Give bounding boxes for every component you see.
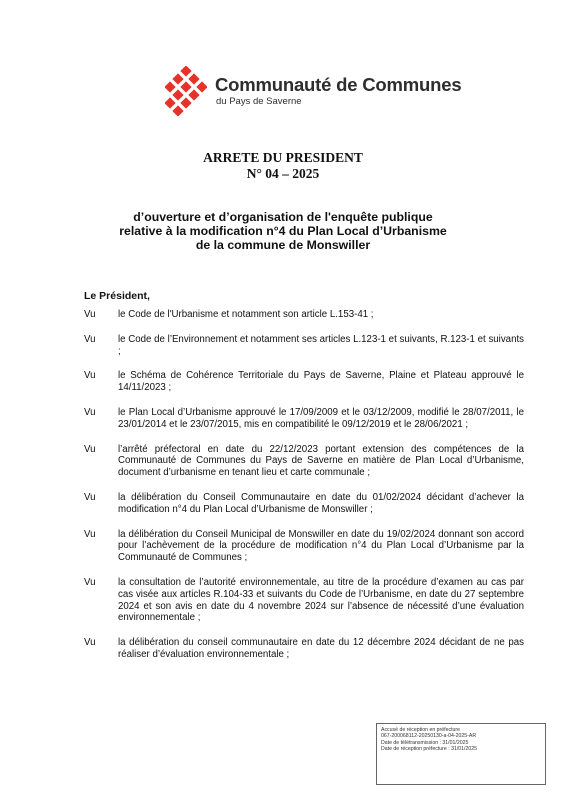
consideration-item xyxy=(84,407,524,431)
vu-label: Vu xyxy=(84,309,96,320)
vu-label: Vu xyxy=(84,370,96,382)
vu-label: Vu xyxy=(84,491,96,503)
consideration-text: la délibération du Conseil Communautaire en date du 01/02/2024 décidant d’achever la modification n°4 du Plan Local d’Urbanisme de Monswiller ; xyxy=(118,491,524,515)
stamp-line: Date de réception préfecture : 31/01/2025 xyxy=(381,745,478,752)
vu-label: Vu xyxy=(84,576,96,588)
consideration-text: la délibération du Conseil Municipal de Monswiller en date du 19/02/2024 donnant son accord pour l’achèvement de la procédure de modification n°4 du Plan Local d’Urbanisme par la Communauté de Communes ; xyxy=(118,528,524,564)
consideration-text: le Plan Local d’Urbanisme approuvé le 17/09/2009 et le 03/12/2009, modifié le 28/07/2011, le 23/01/2014 et le 23/07/2015, mis en compatibilité le 09/12/2019 et le 28/06/2021 ; xyxy=(118,406,524,430)
diamond-logo-icon xyxy=(165,66,207,116)
consideration-item xyxy=(84,309,524,321)
vu-label: Vu xyxy=(84,406,96,418)
consideration-item xyxy=(84,529,524,564)
vu-label: Vu xyxy=(84,443,96,455)
consideration-text: l’arrêté préfectoral en date du 22/12/2023 portant extension des compétences de la Communauté de Communes du Pays de Saverne en matière de Plan Local d’Urbanisme, document d’urbanisme en tenant lieu et carte communale ; xyxy=(118,443,524,479)
vu-label: Vu xyxy=(84,333,96,345)
stamp-line: Date de télétransmission : 31/01/2025 xyxy=(381,739,469,746)
logo-subtitle: du Pays de Saverne xyxy=(216,96,302,107)
organization-logo xyxy=(165,66,462,116)
consideration-item xyxy=(84,637,524,661)
stamp-line: 067-200068112-20250130-a-04-2025-AR xyxy=(381,733,477,740)
consideration-item xyxy=(84,370,524,394)
consideration-text: le Code de l'Urbanisme et notamment son article L.153-41 ; xyxy=(118,309,374,320)
consideration-item xyxy=(84,444,524,479)
subject-line: relative à la modification n°4 du Plan Local d’Urbanisme xyxy=(119,224,447,238)
decree-title: ARRETE DU PRESIDENT xyxy=(203,150,363,165)
consideration-item xyxy=(84,577,524,624)
subject-line: d’ouverture et d’organisation de l'enquête publique xyxy=(133,210,433,224)
consideration-text: la consultation de l’autorité environnementale, au titre de la procédure d’examen au cas par cas visée aux articles R.104-33 et suivants du Code de l’Urbanisme, en date du 27 septembre 2024 et son avis en date du 4 novembre 2024 sur l’absence de nécessité d’une évaluation environnementale ; xyxy=(118,576,524,624)
consideration-text: le Code de l’Environnement et notamment ses articles L.123-1 et suivants, R.123-1 et suivants ; xyxy=(118,333,524,357)
logo-title: Communauté de Communes xyxy=(215,74,462,95)
vu-label: Vu xyxy=(84,528,96,540)
prefecture-receipt-stamp xyxy=(376,723,546,785)
president-heading: Le Président, xyxy=(84,290,150,302)
consideration-item xyxy=(84,334,524,358)
vu-label: Vu xyxy=(84,637,96,649)
stamp-line: Accusé de réception en préfecture xyxy=(381,727,461,733)
consideration-text: la délibération du conseil communautaire en date du 12 décembre 2024 décidant de ne pas réaliser d’évaluation environnementale ; xyxy=(118,637,524,660)
decree-number: N° 04 – 2025 xyxy=(246,166,320,181)
subject-line: de la commune de Monswiller xyxy=(195,238,371,252)
considerations-list xyxy=(84,309,524,674)
consideration-text: le Schéma de Cohérence Territoriale du Pays de Saverne, Plaine et Plateau approuvé le 14/11/2023 ; xyxy=(118,370,524,394)
consideration-item xyxy=(84,492,524,516)
decree-subject xyxy=(0,210,566,252)
